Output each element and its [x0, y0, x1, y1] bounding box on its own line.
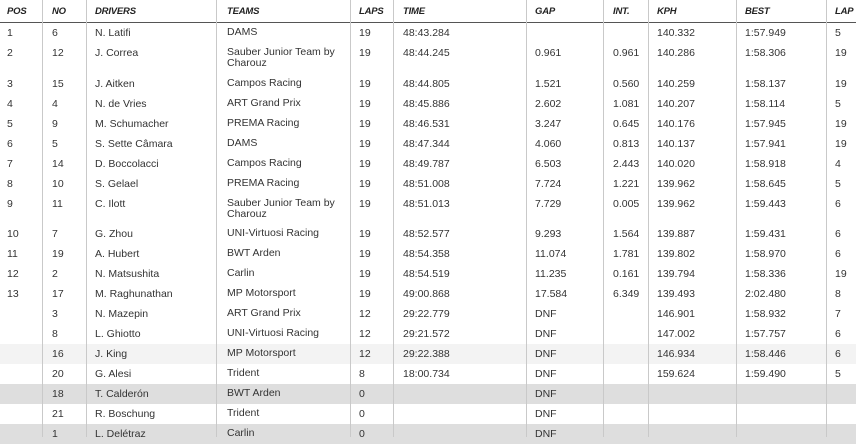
cell-time: 48:43.284 — [403, 27, 450, 39]
cell-kph: 146.901 — [657, 308, 695, 320]
cell-time: 48:52.577 — [403, 228, 450, 240]
cell-gap: 3.247 — [535, 118, 562, 130]
cell-driver: M. Schumacher — [95, 118, 169, 130]
cell-int: 6.349 — [613, 288, 640, 300]
cell-best: 1:57.941 — [745, 138, 786, 150]
cell-time: 49:00.868 — [403, 288, 450, 300]
cell-laps: 19 — [359, 198, 371, 210]
cell-driver: N. Mazepin — [95, 308, 149, 320]
cell-lap: 19 — [835, 138, 847, 150]
table-row — [0, 114, 856, 134]
cell-int: 0.005 — [613, 198, 640, 210]
cell-gap: 11.235 — [535, 268, 567, 280]
cell-time: 48:49.787 — [403, 158, 450, 170]
cell-laps: 19 — [359, 178, 371, 190]
table-row — [0, 224, 856, 244]
cell-driver: N. Latifi — [95, 27, 131, 39]
cell-lap: 5 — [835, 178, 841, 190]
cell-lap: 6 — [835, 348, 841, 360]
cell-team: MP Motorsport — [227, 347, 296, 359]
header-int: INT. — [613, 6, 630, 17]
cell-driver: S. Sette Câmara — [95, 138, 173, 150]
cell-team: ART Grand Prix — [227, 307, 301, 319]
cell-driver: N. de Vries — [95, 98, 147, 110]
cell-int: 0.813 — [613, 138, 640, 150]
cell-kph: 139.802 — [657, 248, 695, 260]
cell-pos: 6 — [7, 138, 13, 150]
header-drivers: DRIVERS — [95, 6, 136, 17]
table-row — [0, 194, 856, 224]
cell-no: 11 — [52, 198, 63, 210]
cell-kph: 139.794 — [657, 268, 695, 280]
cell-team: Sauber Junior Team by Charouz — [227, 197, 335, 220]
cell-team: PREMA Racing — [227, 177, 300, 189]
header-no: NO — [52, 6, 66, 17]
cell-lap: 5 — [835, 27, 841, 39]
cell-laps: 19 — [359, 78, 371, 90]
cell-pos: 7 — [7, 158, 13, 170]
cell-driver: D. Boccolacci — [95, 158, 159, 170]
cell-best: 1:58.932 — [745, 308, 786, 320]
header-teams: TEAMS — [227, 6, 260, 17]
cell-best: 1:58.446 — [745, 348, 786, 360]
column-divider — [86, 0, 87, 437]
table-row — [0, 384, 856, 404]
column-divider — [216, 0, 217, 437]
cell-kph: 139.887 — [657, 228, 695, 240]
cell-gap: DNF — [535, 348, 557, 360]
cell-lap: 5 — [835, 98, 841, 110]
cell-laps: 8 — [359, 368, 365, 380]
cell-kph: 140.332 — [657, 27, 695, 39]
cell-lap: 6 — [835, 328, 841, 340]
cell-gap: 7.724 — [535, 178, 562, 190]
cell-lap: 7 — [835, 308, 841, 320]
table-row — [0, 154, 856, 174]
cell-gap: 4.060 — [535, 138, 562, 150]
cell-time: 29:21.572 — [403, 328, 450, 340]
cell-no: 10 — [52, 178, 64, 190]
cell-time: 48:54.358 — [403, 248, 450, 260]
cell-lap: 8 — [835, 288, 841, 300]
table-row — [0, 344, 856, 364]
header-gap: GAP — [535, 6, 555, 17]
cell-best: 1:58.137 — [745, 78, 786, 90]
cell-driver: G. Zhou — [95, 228, 133, 240]
cell-int: 0.161 — [613, 268, 640, 280]
table-row — [0, 364, 856, 384]
cell-best: 1:57.945 — [745, 118, 786, 130]
cell-kph: 140.207 — [657, 98, 695, 110]
cell-best: 1:58.336 — [745, 268, 786, 280]
cell-time: 48:47.344 — [403, 138, 450, 150]
cell-gap: 0.961 — [535, 47, 562, 59]
cell-team: Campos Racing — [227, 157, 302, 169]
cell-int: 0.560 — [613, 78, 640, 90]
cell-driver: G. Alesi — [95, 368, 132, 380]
cell-time: 48:44.245 — [403, 47, 450, 59]
cell-laps: 0 — [359, 408, 365, 420]
cell-time: 48:51.013 — [403, 198, 450, 210]
cell-no: 9 — [52, 118, 58, 130]
cell-team: UNI-Virtuosi Racing — [227, 227, 320, 239]
column-divider — [736, 0, 737, 437]
cell-lap: 6 — [835, 248, 841, 260]
cell-driver: A. Hubert — [95, 248, 140, 260]
column-divider — [42, 0, 43, 437]
cell-time: 48:54.519 — [403, 268, 450, 280]
cell-no: 4 — [52, 98, 58, 110]
cell-team: Trident — [227, 367, 260, 379]
cell-int: 1.564 — [613, 228, 640, 240]
cell-no: 21 — [52, 408, 64, 420]
cell-team: ART Grand Prix — [227, 97, 301, 109]
cell-pos: 12 — [7, 268, 19, 280]
cell-best: 1:58.306 — [745, 47, 786, 59]
cell-lap: 19 — [835, 78, 847, 90]
cell-driver: J. Correa — [95, 47, 139, 59]
cell-no: 16 — [52, 348, 64, 360]
cell-driver: L. Delétraz — [95, 428, 146, 440]
cell-gap: 6.503 — [535, 158, 562, 170]
cell-no: 18 — [52, 388, 64, 400]
header-lap: LAP — [835, 6, 854, 17]
cell-best: 1:59.443 — [745, 198, 786, 210]
cell-lap: 19 — [835, 268, 847, 280]
table-row — [0, 304, 856, 324]
cell-gap: 2.602 — [535, 98, 562, 110]
cell-laps: 19 — [359, 158, 371, 170]
cell-no: 6 — [52, 27, 58, 39]
cell-laps: 19 — [359, 228, 371, 240]
cell-lap: 19 — [835, 47, 847, 59]
cell-kph: 139.493 — [657, 288, 695, 300]
cell-no: 5 — [52, 138, 58, 150]
cell-driver: T. Calderón — [95, 388, 149, 400]
cell-best: 2:02.480 — [745, 288, 786, 300]
cell-no: 7 — [52, 228, 58, 240]
cell-gap: 9.293 — [535, 228, 562, 240]
cell-pos: 8 — [7, 178, 13, 190]
cell-laps: 19 — [359, 27, 371, 39]
cell-no: 2 — [52, 268, 58, 280]
cell-no: 12 — [52, 47, 64, 59]
cell-best: 1:58.970 — [745, 248, 786, 260]
header-best: BEST — [745, 6, 770, 17]
table-row — [0, 43, 856, 74]
cell-lap: 6 — [835, 198, 841, 210]
column-divider — [648, 0, 649, 437]
cell-gap: 7.729 — [535, 198, 562, 210]
cell-lap: 5 — [835, 368, 841, 380]
cell-no: 1 — [52, 428, 58, 440]
cell-no: 14 — [52, 158, 64, 170]
cell-laps: 12 — [359, 308, 371, 320]
cell-time: 29:22.779 — [403, 308, 450, 320]
cell-driver: J. King — [95, 348, 128, 360]
cell-best: 1:58.114 — [745, 98, 786, 110]
cell-pos: 10 — [7, 228, 19, 240]
cell-driver: M. Raghunathan — [95, 288, 173, 300]
cell-driver: S. Gelael — [95, 178, 139, 190]
cell-team: PREMA Racing — [227, 117, 300, 129]
cell-best: 1:59.490 — [745, 368, 786, 380]
column-divider — [603, 0, 604, 437]
table-row — [0, 284, 856, 304]
cell-no: 8 — [52, 328, 58, 340]
cell-team: MP Motorsport — [227, 287, 296, 299]
cell-team: DAMS — [227, 26, 258, 38]
cell-pos: 5 — [7, 118, 13, 130]
table-row — [0, 23, 856, 43]
cell-driver: R. Boschung — [95, 408, 156, 420]
cell-gap: 11.074 — [535, 248, 567, 260]
cell-int: 1.781 — [613, 248, 640, 260]
cell-gap: 17.584 — [535, 288, 568, 300]
cell-laps: 19 — [359, 98, 371, 110]
cell-kph: 140.259 — [657, 78, 695, 90]
cell-best: 1:57.949 — [745, 27, 786, 39]
cell-int: 1.221 — [613, 178, 640, 190]
cell-time: 48:46.531 — [403, 118, 450, 130]
column-divider — [393, 0, 394, 437]
table-row — [0, 74, 856, 94]
cell-int: 0.961 — [613, 47, 640, 59]
table-header — [0, 0, 856, 23]
cell-no: 15 — [52, 78, 64, 90]
cell-laps: 19 — [359, 138, 371, 150]
column-divider — [350, 0, 351, 437]
header-pos: POS — [7, 6, 27, 17]
cell-int: 1.081 — [613, 98, 640, 110]
cell-laps: 19 — [359, 268, 371, 280]
cell-pos: 13 — [7, 288, 19, 300]
cell-kph: 147.002 — [657, 328, 695, 340]
cell-kph: 139.962 — [657, 178, 695, 190]
cell-laps: 19 — [359, 288, 371, 300]
cell-pos: 3 — [7, 78, 13, 90]
cell-team: DAMS — [227, 137, 258, 149]
cell-team: UNI-Virtuosi Racing — [227, 327, 320, 339]
cell-driver: J. Aitken — [95, 78, 135, 90]
table-row — [0, 244, 856, 264]
cell-int: 2.443 — [613, 158, 640, 170]
cell-lap: 19 — [835, 118, 847, 130]
cell-team: BWT Arden — [227, 387, 281, 399]
table-row — [0, 134, 856, 154]
cell-kph: 140.137 — [657, 138, 695, 150]
cell-team: Trident — [227, 407, 260, 419]
cell-gap: 1.521 — [535, 78, 562, 90]
cell-laps: 19 — [359, 47, 371, 59]
cell-lap: 4 — [835, 158, 841, 170]
cell-kph: 159.624 — [657, 368, 695, 380]
cell-kph: 139.962 — [657, 198, 695, 210]
cell-time: 48:44.805 — [403, 78, 450, 90]
cell-gap: DNF — [535, 428, 557, 440]
cell-team: Carlin — [227, 427, 255, 439]
cell-gap: DNF — [535, 368, 557, 380]
cell-laps: 19 — [359, 118, 371, 130]
cell-no: 20 — [52, 368, 64, 380]
cell-team: Sauber Junior Team by Charouz — [227, 46, 335, 69]
cell-pos: 2 — [7, 47, 13, 59]
cell-best: 1:58.645 — [745, 178, 786, 190]
cell-best: 1:59.431 — [745, 228, 786, 240]
cell-no: 17 — [52, 288, 64, 300]
cell-time: 29:22.388 — [403, 348, 450, 360]
cell-kph: 146.934 — [657, 348, 695, 360]
table-row — [0, 324, 856, 344]
cell-time: 48:45.886 — [403, 98, 450, 110]
cell-gap: DNF — [535, 308, 557, 320]
cell-pos: 4 — [7, 98, 13, 110]
header-laps: LAPS — [359, 6, 384, 17]
cell-laps: 0 — [359, 388, 365, 400]
cell-laps: 19 — [359, 248, 371, 260]
cell-laps: 12 — [359, 348, 371, 360]
cell-pos: 11 — [7, 248, 18, 260]
cell-team: BWT Arden — [227, 247, 281, 259]
cell-pos: 1 — [7, 27, 13, 39]
table-row — [0, 404, 856, 424]
cell-int: 0.645 — [613, 118, 640, 130]
table-row — [0, 264, 856, 284]
cell-driver: L. Ghiotto — [95, 328, 141, 340]
cell-lap: 6 — [835, 228, 841, 240]
header-time: TIME — [403, 6, 425, 17]
cell-driver: C. Ilott — [95, 198, 126, 210]
cell-kph: 140.286 — [657, 47, 695, 59]
cell-driver: N. Matsushita — [95, 268, 160, 280]
cell-no: 19 — [52, 248, 64, 260]
cell-no: 3 — [52, 308, 58, 320]
cell-team: Carlin — [227, 267, 255, 279]
cell-kph: 140.020 — [657, 158, 695, 170]
cell-laps: 0 — [359, 428, 365, 440]
cell-gap: DNF — [535, 408, 557, 420]
cell-time: 18:00.734 — [403, 368, 450, 380]
table-row — [0, 424, 856, 444]
cell-pos: 9 — [7, 198, 13, 210]
table-body — [0, 23, 856, 444]
column-divider — [526, 0, 527, 437]
cell-gap: DNF — [535, 328, 557, 340]
column-divider — [826, 0, 827, 437]
header-kph: KPH — [657, 6, 677, 17]
cell-laps: 12 — [359, 328, 371, 340]
table-row — [0, 174, 856, 194]
cell-kph: 140.176 — [657, 118, 695, 130]
table-row — [0, 94, 856, 114]
cell-team: Campos Racing — [227, 77, 302, 89]
cell-best: 1:57.757 — [745, 328, 786, 340]
cell-gap: DNF — [535, 388, 557, 400]
cell-time: 48:51.008 — [403, 178, 450, 190]
cell-best: 1:58.918 — [745, 158, 786, 170]
